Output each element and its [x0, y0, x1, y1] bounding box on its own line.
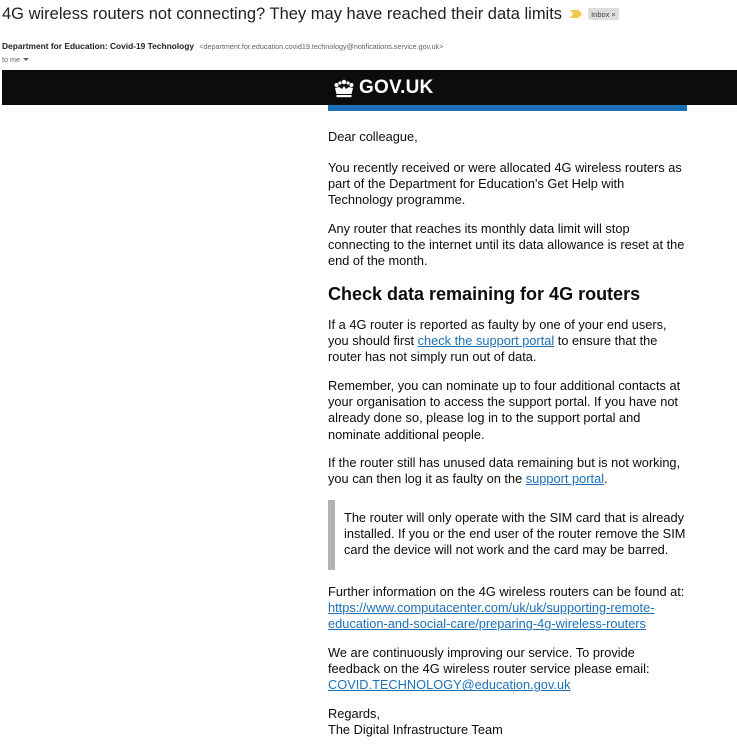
feedback-email-link[interactable]: COVID.TECHNOLOGY@education.gov.uk — [328, 677, 571, 693]
paragraph-log-faulty-text-before: If the router still has unused data remaining but is not working, you can then log it as faulty on the — [328, 455, 681, 487]
govuk-header — [2, 70, 737, 105]
recipient-row[interactable] — [2, 55, 29, 64]
recipient-text: to me — [2, 55, 20, 64]
govuk-logo-text: GOV.UK — [359, 77, 434, 98]
inbox-label-chip[interactable] — [588, 8, 619, 20]
computacenter-link[interactable]: https://www.computacenter.com/uk/uk/supporting-remote-education-and-social-care/preparing-4g-wireless-routers — [328, 600, 655, 632]
paragraph-feedback — [328, 645, 690, 694]
paragraph-allocation: You recently received or were allocated 4G wireless routers as part of the Department for Education's Get Help with Technology programme. — [328, 160, 682, 208]
crown-icon — [333, 79, 355, 98]
paragraph-further-info — [328, 584, 690, 633]
govuk-logo[interactable] — [333, 77, 433, 99]
support-portal-link[interactable]: support portal — [525, 471, 605, 487]
paragraph-feedback-text: We are continuously improving our service. To provide feedback on the 4G wireless router service please email: — [328, 645, 650, 677]
importance-marker-icon[interactable] — [570, 10, 582, 18]
paragraph-log-faulty — [328, 455, 690, 487]
sim-card-inset — [328, 500, 690, 570]
sender-name[interactable]: Department for Education: Covid-19 Technology — [2, 41, 195, 51]
regards-text: Regards, — [328, 706, 380, 721]
check-support-portal-link[interactable]: check the support portal — [417, 333, 555, 349]
chevron-down-icon[interactable] — [23, 58, 29, 61]
paragraph-check-portal-text-before: If a 4G router is reported as faulty by one of your end users, you should first — [328, 317, 667, 349]
paragraph-nominate-contacts: Remember, you can nominate up to four additional contacts at your organisation to access the support portal. If you have not already done so, please log in to the support portal and nominate additional people. — [328, 378, 681, 442]
greeting: Dear colleague, — [328, 129, 418, 144]
header-stripe — [328, 105, 687, 111]
paragraph-check-portal — [328, 317, 690, 366]
paragraph-data-limit: Any router that reaches its monthly data limit will stop connecting to the internet until its data allowance is reset at the end of the month. — [328, 221, 685, 269]
sender-email: <department.for.education.covid19.technology@notifications.service.gov.uk> — [199, 42, 444, 51]
email-subject-row — [2, 3, 619, 25]
paragraph-further-info-text: Further information on the 4G wireless routers can be found at: — [328, 584, 685, 599]
inset-text: The router will only operate with the SIM card that is already installed. If you or the end user of the router remove the SIM card the device will not work and the card may be barred. — [344, 510, 686, 558]
sender-row — [2, 41, 443, 51]
paragraph-log-faulty-text-after: . — [604, 471, 608, 487]
team-name: The Digital Infrastructure Team — [328, 722, 503, 738]
email-subject: 4G wireless routers not connecting? They may have reached their data limits — [2, 4, 563, 23]
section-heading: Check data remaining for 4G routers — [328, 284, 641, 304]
signature — [328, 706, 690, 738]
paragraph-check-portal-text-after: to ensure that the router has not simply run out of data. — [328, 333, 658, 365]
inbox-label-text: Inbox — [591, 9, 610, 19]
remove-label-icon[interactable]: × — [611, 9, 616, 19]
